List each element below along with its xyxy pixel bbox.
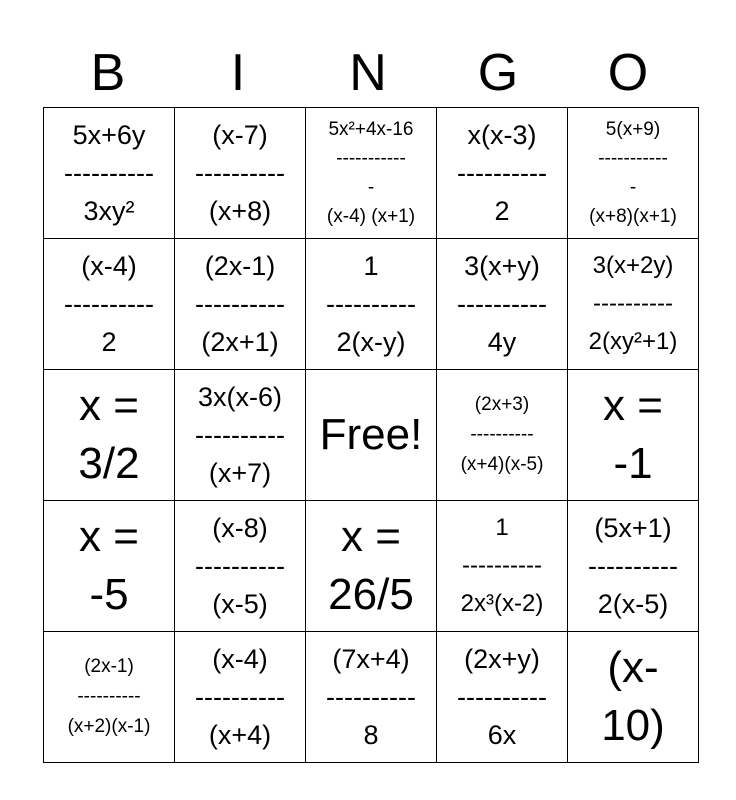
header-letter-b: B — [90, 44, 126, 102]
cell-line: (x-8) — [212, 513, 268, 543]
bingo-cell-g3[interactable] — [437, 370, 568, 501]
cell-line: ---------- — [593, 290, 673, 317]
bingo-cell-o2[interactable] — [568, 239, 699, 370]
cell-line: -5 — [89, 570, 129, 619]
bingo-cell-n5[interactable] — [306, 632, 437, 763]
bingo-board — [43, 107, 699, 763]
cell-content — [437, 109, 567, 237]
board-row-4 — [44, 501, 699, 632]
bingo-cell-o1[interactable] — [568, 108, 699, 239]
bingo-cell-i4[interactable] — [175, 501, 306, 632]
cell-line: (x-7) — [212, 120, 268, 150]
header-letter-o: O — [607, 44, 649, 102]
cell-content — [44, 109, 174, 237]
cell-line: x(x-3) — [467, 120, 537, 150]
bingo-cell-b5[interactable] — [44, 632, 175, 763]
cell-line: ---------- — [195, 682, 285, 712]
cell-line: (x-5) — [212, 589, 268, 619]
cell-line: 1 — [363, 251, 379, 281]
cell-content — [44, 371, 174, 499]
cell-line: ---------- — [462, 552, 542, 579]
cell-line: ---------- — [588, 551, 678, 581]
bingo-board-body — [44, 108, 699, 763]
cell-content — [437, 240, 567, 368]
cell-line: ---------- — [457, 289, 547, 319]
bingo-header — [43, 42, 693, 104]
cell-line: ---------- — [457, 158, 547, 188]
cell-content — [568, 240, 698, 368]
cell-line: ---------- — [470, 424, 534, 445]
cell-line: 26/5 — [328, 570, 414, 619]
bingo-cell-o4[interactable] — [568, 501, 699, 632]
cell-line: 5(x+9) — [605, 119, 661, 140]
header-letter-g: G — [477, 44, 519, 102]
cell-line: 6x — [487, 720, 517, 750]
bingo-cell-b3[interactable] — [44, 370, 175, 501]
bingo-cell-n2[interactable] — [306, 239, 437, 370]
cell-line: (2x+y) — [464, 644, 540, 674]
cell-content — [437, 502, 567, 630]
cell-line: (2x-1) — [84, 656, 134, 677]
cell-content — [437, 633, 567, 761]
cell-line: 5x+6y — [72, 120, 146, 150]
bingo-cell-g2[interactable] — [437, 239, 568, 370]
cell-line: (x+8)(x+1) — [589, 206, 677, 227]
cell-line: (x-4) — [81, 251, 137, 281]
cell-content — [437, 371, 567, 499]
cell-line: 2(xy²+1) — [588, 328, 678, 355]
cell-content — [175, 240, 305, 368]
cell-line: ---------- — [64, 158, 154, 188]
cell-line: - — [367, 177, 375, 198]
board-row-1 — [44, 108, 699, 239]
cell-line: ---------- — [64, 289, 154, 319]
cell-content — [44, 633, 174, 761]
cell-content — [175, 371, 305, 499]
cell-line: x = — [79, 381, 139, 430]
cell-line: 5x²+4x-16 — [328, 119, 414, 140]
cell-line: ---------- — [195, 551, 285, 581]
cell-line: 2 — [494, 196, 510, 226]
cell-line: 10) — [601, 701, 665, 750]
bingo-cell-n3[interactable] — [306, 370, 437, 501]
cell-line: 2(x-y) — [336, 327, 406, 357]
cell-line: 2(x-5) — [597, 589, 669, 619]
bingo-cell-g4[interactable] — [437, 501, 568, 632]
cell-line: (5x+1) — [594, 513, 672, 543]
cell-content — [175, 633, 305, 761]
cell-content — [568, 371, 698, 499]
bingo-cell-n4[interactable] — [306, 501, 437, 632]
cell-line: 2x³(x-2) — [460, 590, 544, 617]
cell-content — [306, 371, 436, 499]
cell-line: 1 — [495, 514, 509, 541]
board-row-5 — [44, 632, 699, 763]
cell-line: (x-4) — [212, 644, 268, 674]
bingo-cell-b1[interactable] — [44, 108, 175, 239]
header-letter-n: N — [349, 44, 387, 102]
cell-line: 3xy² — [83, 196, 135, 226]
cell-content — [568, 502, 698, 630]
bingo-cell-i1[interactable] — [175, 108, 306, 239]
cell-line: (x-4) (x+1) — [326, 206, 416, 227]
bingo-cell-g1[interactable] — [437, 108, 568, 239]
cell-line: x = — [603, 381, 663, 430]
cell-content — [568, 633, 698, 761]
cell-content — [306, 633, 436, 761]
cell-line: (2x+3) — [474, 394, 530, 415]
cell-line: (2x+1) — [201, 327, 279, 357]
cell-content — [306, 109, 436, 237]
cell-line: (x+2)(x-1) — [67, 716, 151, 737]
cell-line: ---------- — [457, 682, 547, 712]
cell-content — [175, 109, 305, 237]
cell-line: 3(x+2y) — [592, 252, 674, 279]
cell-line: (x+4)(x-5) — [460, 454, 544, 475]
cell-line: (x- — [607, 643, 659, 692]
cell-line: ----------- — [336, 148, 406, 169]
cell-content — [306, 240, 436, 368]
cell-line: 4y — [487, 327, 517, 357]
cell-line: ---------- — [326, 289, 416, 319]
free-space-label: Free! — [319, 410, 423, 459]
cell-content — [44, 502, 174, 630]
cell-line: x = — [341, 512, 401, 561]
cell-content — [568, 109, 698, 237]
cell-line: x = — [79, 512, 139, 561]
cell-line: (x+8) — [208, 196, 272, 226]
header-letter-i: I — [230, 44, 246, 102]
cell-line: 3x(x-6) — [197, 382, 282, 412]
cell-line: 8 — [363, 720, 379, 750]
bingo-cell-i3[interactable] — [175, 370, 306, 501]
bingo-cell-o5[interactable] — [568, 632, 699, 763]
cell-line: ----------- — [598, 148, 668, 169]
cell-line: 3/2 — [78, 439, 140, 488]
cell-line: 3(x+y) — [464, 251, 540, 281]
cell-line: (7x+4) — [332, 644, 410, 674]
cell-line: (x+4) — [208, 720, 272, 750]
cell-content — [175, 502, 305, 630]
cell-line: ---------- — [195, 420, 285, 450]
cell-line: ---------- — [195, 158, 285, 188]
board-row-3 — [44, 370, 699, 501]
cell-line: ---------- — [195, 289, 285, 319]
bingo-cell-o3[interactable] — [568, 370, 699, 501]
bingo-cell-n1[interactable] — [306, 108, 437, 239]
cell-line: (2x-1) — [204, 251, 276, 281]
bingo-cell-i5[interactable] — [175, 632, 306, 763]
cell-content — [306, 502, 436, 630]
cell-line: -1 — [613, 439, 653, 488]
cell-line: ---------- — [326, 682, 416, 712]
board-row-2 — [44, 239, 699, 370]
cell-line: ---------- — [77, 686, 141, 707]
bingo-cell-b2[interactable] — [44, 239, 175, 370]
cell-line: 2 — [101, 327, 117, 357]
cell-content — [44, 240, 174, 368]
bingo-cell-b4[interactable] — [44, 501, 175, 632]
cell-line: - — [629, 177, 637, 198]
bingo-cell-g5[interactable] — [437, 632, 568, 763]
cell-line: (x+7) — [208, 458, 272, 488]
bingo-cell-i2[interactable] — [175, 239, 306, 370]
